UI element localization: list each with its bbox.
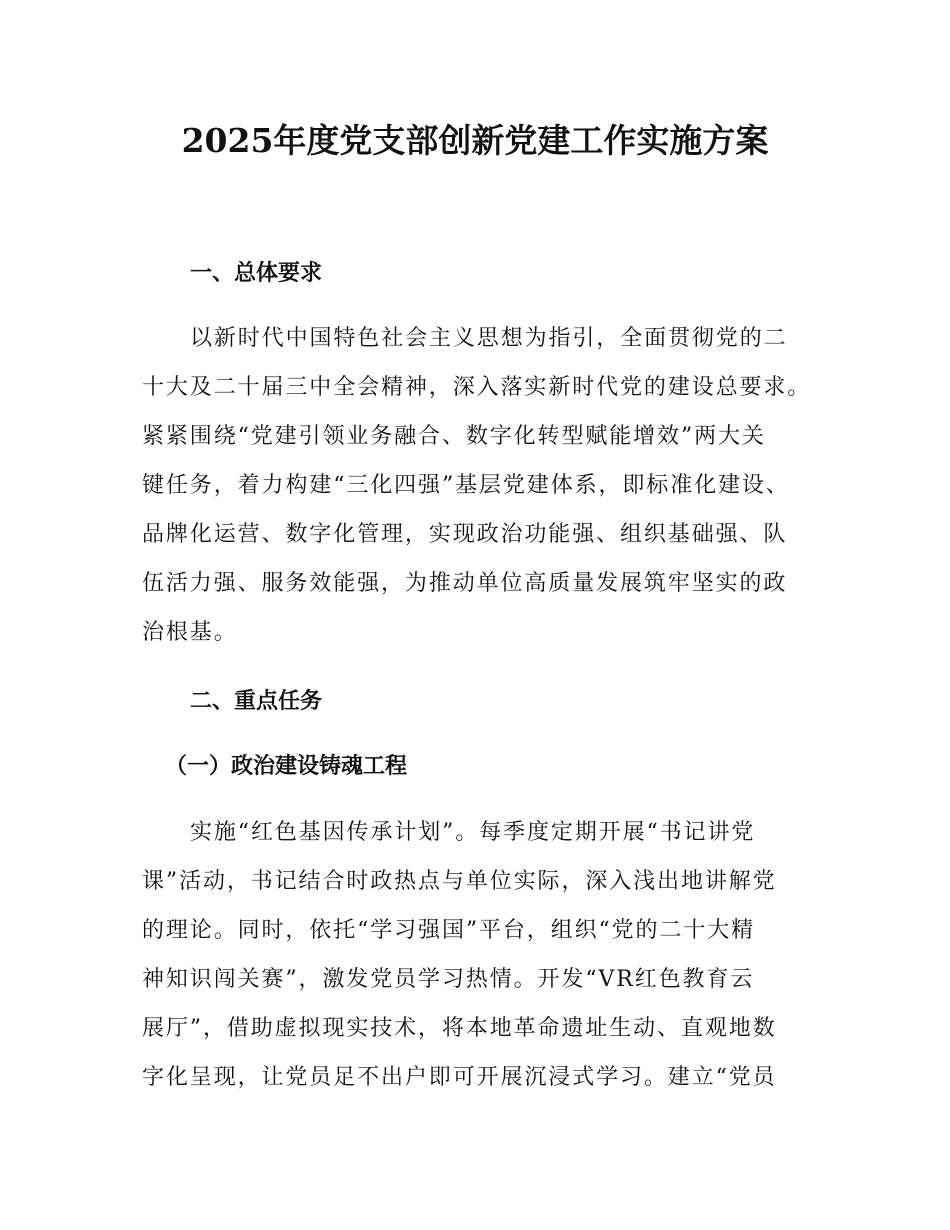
paragraph-line: 十大及二十届三中全会精神，深入落实新时代党的建设总要求。 — [142, 375, 812, 400]
paragraph-line: 紧紧围绕“党建引领业务融合、数字化转型赋能增效”两大关 — [142, 424, 766, 449]
paragraph-line: 实施“红色基因传承计划”。每季度定期开展“书记讲党 — [190, 820, 756, 845]
subsection-heading-political-building: （一）政治建设铸魂工程 — [165, 754, 408, 779]
paragraph-line: 字化呈现，让党员足不出户即可开展沉浸式学习。建立“党员 — [142, 1065, 777, 1090]
paragraph-line: 以新时代中国特色社会主义思想为指引，全面贯彻党的二 — [190, 326, 788, 351]
paragraph-line: 展厅”，借助虚拟现实技术，将本地革命遗址生动、直观地数 — [142, 1016, 777, 1041]
section-heading-key-tasks: 二、重点任务 — [190, 689, 323, 714]
section-heading-general-requirements: 一、总体要求 — [190, 261, 323, 286]
document-title: 2025年度党支部创新党建工作实施方案 — [181, 121, 769, 160]
paragraph-line: 键任务，着力构建“三化四强”基层党建体系，即标准化建设、 — [142, 473, 790, 498]
paragraph-line: 的理论。同时，依托“学习强国”平台，组织“党的二十大精 — [142, 918, 756, 943]
paragraph-line: 治根基。 — [142, 620, 238, 645]
section-general-requirements-body — [142, 314, 832, 657]
paragraph-line: 课”活动，书记结合时政热点与单位实际，深入浅出地讲解党 — [142, 869, 777, 894]
paragraph-line: 伍活力强、服务效能强，为推动单位高质量发展筑牢坚实的政 — [142, 571, 788, 596]
paragraph-line: 神知识闯关赛”，激发党员学习热情。开发“VR红色教育云 — [142, 967, 755, 992]
subsection-political-building-body — [142, 808, 832, 1102]
paragraph-line: 品牌化运营、数字化管理，实现政治功能强、组织基础强、队 — [142, 522, 788, 547]
